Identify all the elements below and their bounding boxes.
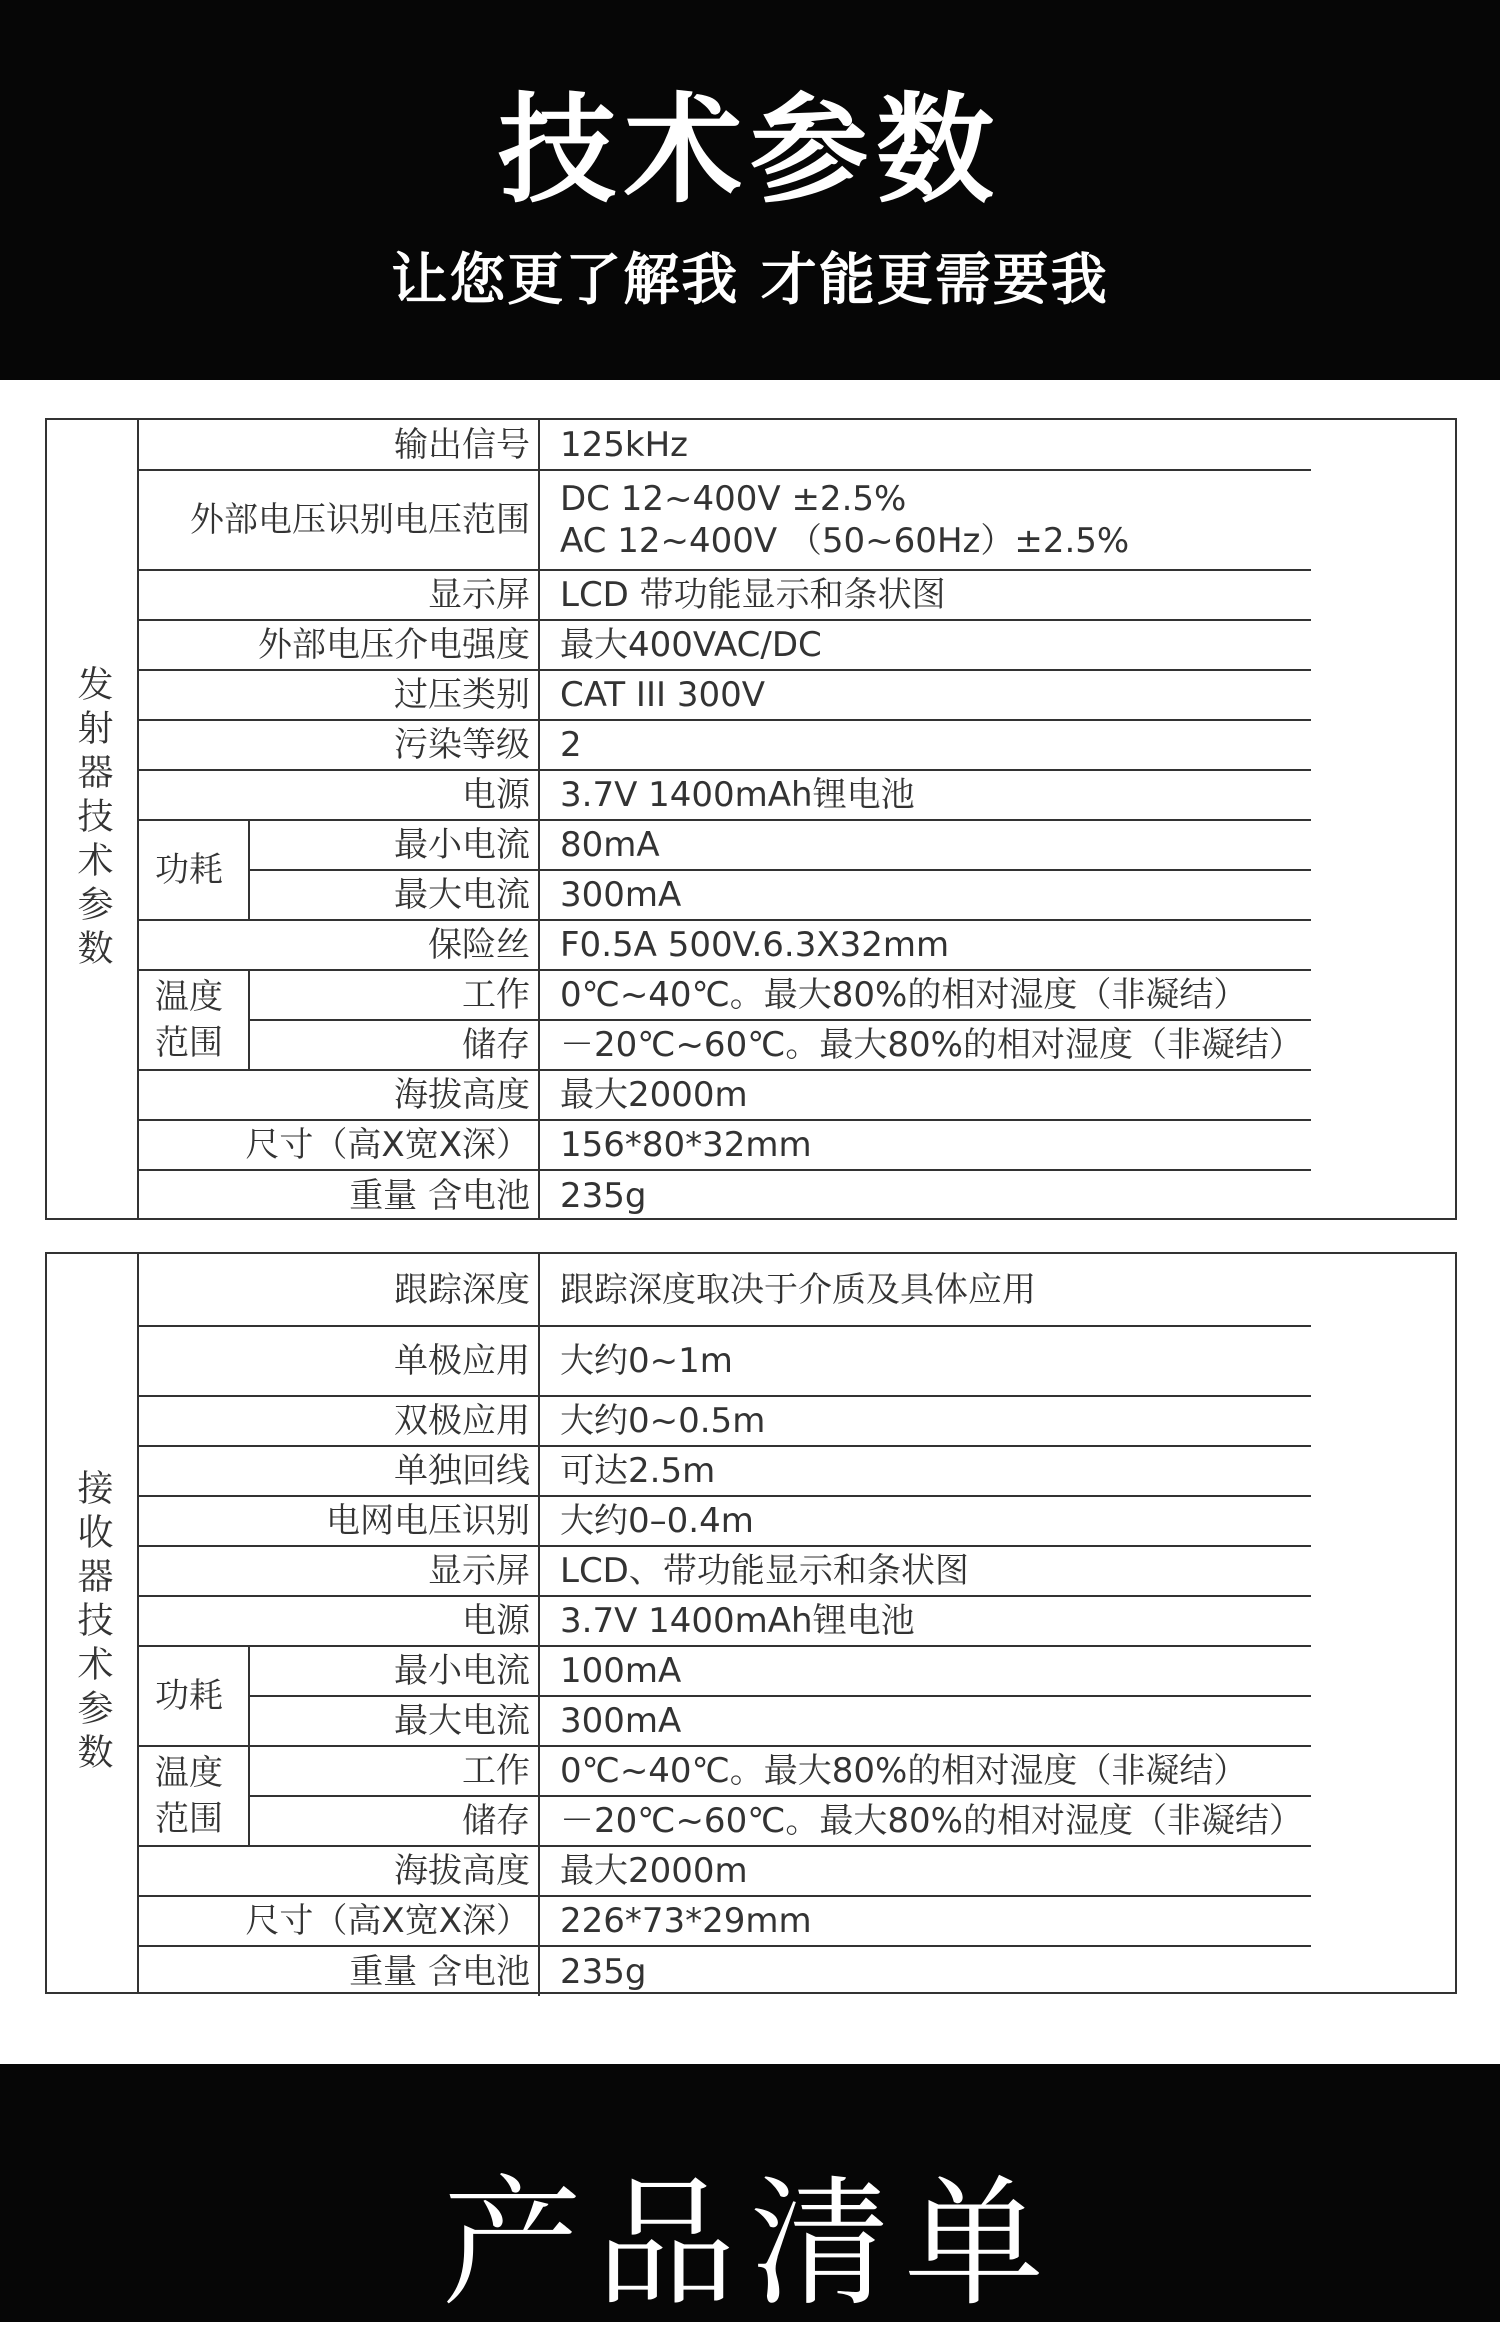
section-title-product-list: 产品清单 bbox=[441, 2163, 1058, 2326]
spec-key: 污染等级 bbox=[139, 720, 539, 770]
spec-key: 最大电流 bbox=[249, 870, 539, 920]
spec-group-label: 温度范围 bbox=[139, 970, 249, 1070]
table-row bbox=[139, 870, 1311, 920]
table-row bbox=[139, 1020, 1311, 1070]
table-row bbox=[139, 570, 1311, 620]
table-row bbox=[139, 1796, 1311, 1846]
spec-key: 储存 bbox=[249, 1020, 539, 1070]
spec-key: 重量 含电池 bbox=[139, 1170, 539, 1220]
table-row bbox=[139, 970, 1311, 1020]
transmitter-section-label: 发射器技术参数 bbox=[47, 420, 139, 1218]
spec-value: 80mA bbox=[539, 820, 1311, 870]
table-row bbox=[139, 1396, 1311, 1446]
spec-value: 125kHz bbox=[539, 420, 1311, 470]
spec-value: 大约0~1m bbox=[539, 1326, 1311, 1396]
spec-key: 最大电流 bbox=[249, 1696, 539, 1746]
spec-value bbox=[539, 470, 1311, 570]
table-row bbox=[139, 1596, 1311, 1646]
table-row bbox=[139, 1946, 1311, 1996]
spec-value: LCD、带功能显示和条状图 bbox=[539, 1546, 1311, 1596]
spec-key: 单独回线 bbox=[139, 1446, 539, 1496]
spec-value: 最大2000m bbox=[539, 1846, 1311, 1896]
spec-value: 大约0–0.4m bbox=[539, 1496, 1311, 1546]
table-row bbox=[139, 1326, 1311, 1396]
spec-key: 显示屏 bbox=[139, 570, 539, 620]
spec-value: 2 bbox=[539, 720, 1311, 770]
receiver-section-label: 接收器技术参数 bbox=[47, 1254, 139, 1992]
table-row bbox=[139, 920, 1311, 970]
spec-value: 3.7V 1400mAh锂电池 bbox=[539, 770, 1311, 820]
spec-key: 保险丝 bbox=[139, 920, 539, 970]
top-banner bbox=[0, 0, 1500, 380]
spec-value: 可达2.5m bbox=[539, 1446, 1311, 1496]
spec-value: 最大2000m bbox=[539, 1070, 1311, 1120]
spec-value: 3.7V 1400mAh锂电池 bbox=[539, 1596, 1311, 1646]
table-row bbox=[139, 620, 1311, 670]
spec-key: 输出信号 bbox=[139, 420, 539, 470]
spec-value: －20℃~60℃。最大80%的相对湿度（非凝结） bbox=[539, 1020, 1311, 1070]
table-row bbox=[139, 1546, 1311, 1596]
spec-key: 最小电流 bbox=[249, 820, 539, 870]
spec-value: 300mA bbox=[539, 1696, 1311, 1746]
spec-key: 储存 bbox=[249, 1796, 539, 1846]
spec-key: 电源 bbox=[139, 1596, 539, 1646]
spec-key: 显示屏 bbox=[139, 1546, 539, 1596]
spec-value: CAT III 300V bbox=[539, 670, 1311, 720]
table-row bbox=[139, 1696, 1311, 1746]
spec-value: 0℃~40℃。最大80%的相对湿度（非凝结） bbox=[539, 970, 1311, 1020]
table-row bbox=[139, 820, 1311, 870]
spec-key: 海拔高度 bbox=[139, 1846, 539, 1896]
spec-group-label: 温度范围 bbox=[139, 1746, 249, 1846]
spec-key: 外部电压介电强度 bbox=[139, 620, 539, 670]
spec-key: 单极应用 bbox=[139, 1326, 539, 1396]
spec-key: 工作 bbox=[249, 970, 539, 1020]
table-row bbox=[139, 1846, 1311, 1896]
spec-key: 外部电压识别电压范围 bbox=[139, 470, 539, 570]
spec-key: 最小电流 bbox=[249, 1646, 539, 1696]
spec-value: 226*73*29mm bbox=[539, 1896, 1311, 1946]
spec-value-dc: DC 12~400V ±2.5% bbox=[560, 479, 907, 519]
spec-value: LCD 带功能显示和条状图 bbox=[539, 570, 1311, 620]
table-row bbox=[139, 1646, 1311, 1696]
table-row bbox=[139, 770, 1311, 820]
receiver-spec-table bbox=[45, 1252, 1457, 1994]
page-subtitle: 让您更了解我 才能更需要我 bbox=[391, 248, 1109, 313]
table-row bbox=[139, 1170, 1311, 1220]
spec-value: 大约0~0.5m bbox=[539, 1396, 1311, 1446]
spec-key: 海拔高度 bbox=[139, 1070, 539, 1120]
spec-value: 最大400VAC/DC bbox=[539, 620, 1311, 670]
transmitter-spec-table bbox=[45, 418, 1457, 1220]
spec-key: 跟踪深度 bbox=[139, 1254, 539, 1326]
spec-key: 电网电压识别 bbox=[139, 1496, 539, 1546]
table-row bbox=[139, 470, 1311, 570]
spec-value: F0.5A 500V.6.3X32mm bbox=[539, 920, 1311, 970]
spec-key: 过压类别 bbox=[139, 670, 539, 720]
table-row bbox=[139, 1120, 1311, 1170]
table-row bbox=[139, 420, 1311, 470]
bottom-banner bbox=[0, 2064, 1500, 2326]
table-row bbox=[139, 1254, 1311, 1326]
table-row bbox=[139, 1746, 1311, 1796]
table-row bbox=[139, 1446, 1311, 1496]
spec-value-ac: AC 12~400V （50~60Hz）±2.5% bbox=[560, 521, 1130, 561]
table-row bbox=[139, 1070, 1311, 1120]
spec-key: 尺寸（高X宽X深） bbox=[139, 1896, 539, 1946]
spec-group-label: 功耗 bbox=[139, 820, 249, 920]
spec-key: 重量 含电池 bbox=[139, 1946, 539, 1996]
transmitter-spec-grid bbox=[139, 420, 1311, 1220]
spec-value: 156*80*32mm bbox=[539, 1120, 1311, 1170]
spec-value: －20℃~60℃。最大80%的相对湿度（非凝结） bbox=[539, 1796, 1311, 1846]
receiver-spec-grid bbox=[139, 1254, 1311, 1996]
table-row bbox=[139, 1496, 1311, 1546]
spec-key: 尺寸（高X宽X深） bbox=[139, 1120, 539, 1170]
table-row bbox=[139, 720, 1311, 770]
spec-value: 235g bbox=[560, 1175, 647, 1216]
spec-key: 工作 bbox=[249, 1746, 539, 1796]
spec-key: 双极应用 bbox=[139, 1396, 539, 1446]
table-row bbox=[139, 670, 1311, 720]
page-title: 技术参数 bbox=[497, 81, 1002, 219]
spec-key: 电源 bbox=[139, 770, 539, 820]
spec-group-label: 功耗 bbox=[139, 1646, 249, 1746]
spec-value: 100mA bbox=[539, 1646, 1311, 1696]
spec-value: 0℃~40℃。最大80%的相对湿度（非凝结） bbox=[539, 1746, 1311, 1796]
spec-value: 300mA bbox=[539, 870, 1311, 920]
spec-value: 跟踪深度取决于介质及具体应用 bbox=[539, 1254, 1311, 1326]
table-row bbox=[139, 1896, 1311, 1946]
spec-value: 235g bbox=[560, 1951, 647, 1992]
